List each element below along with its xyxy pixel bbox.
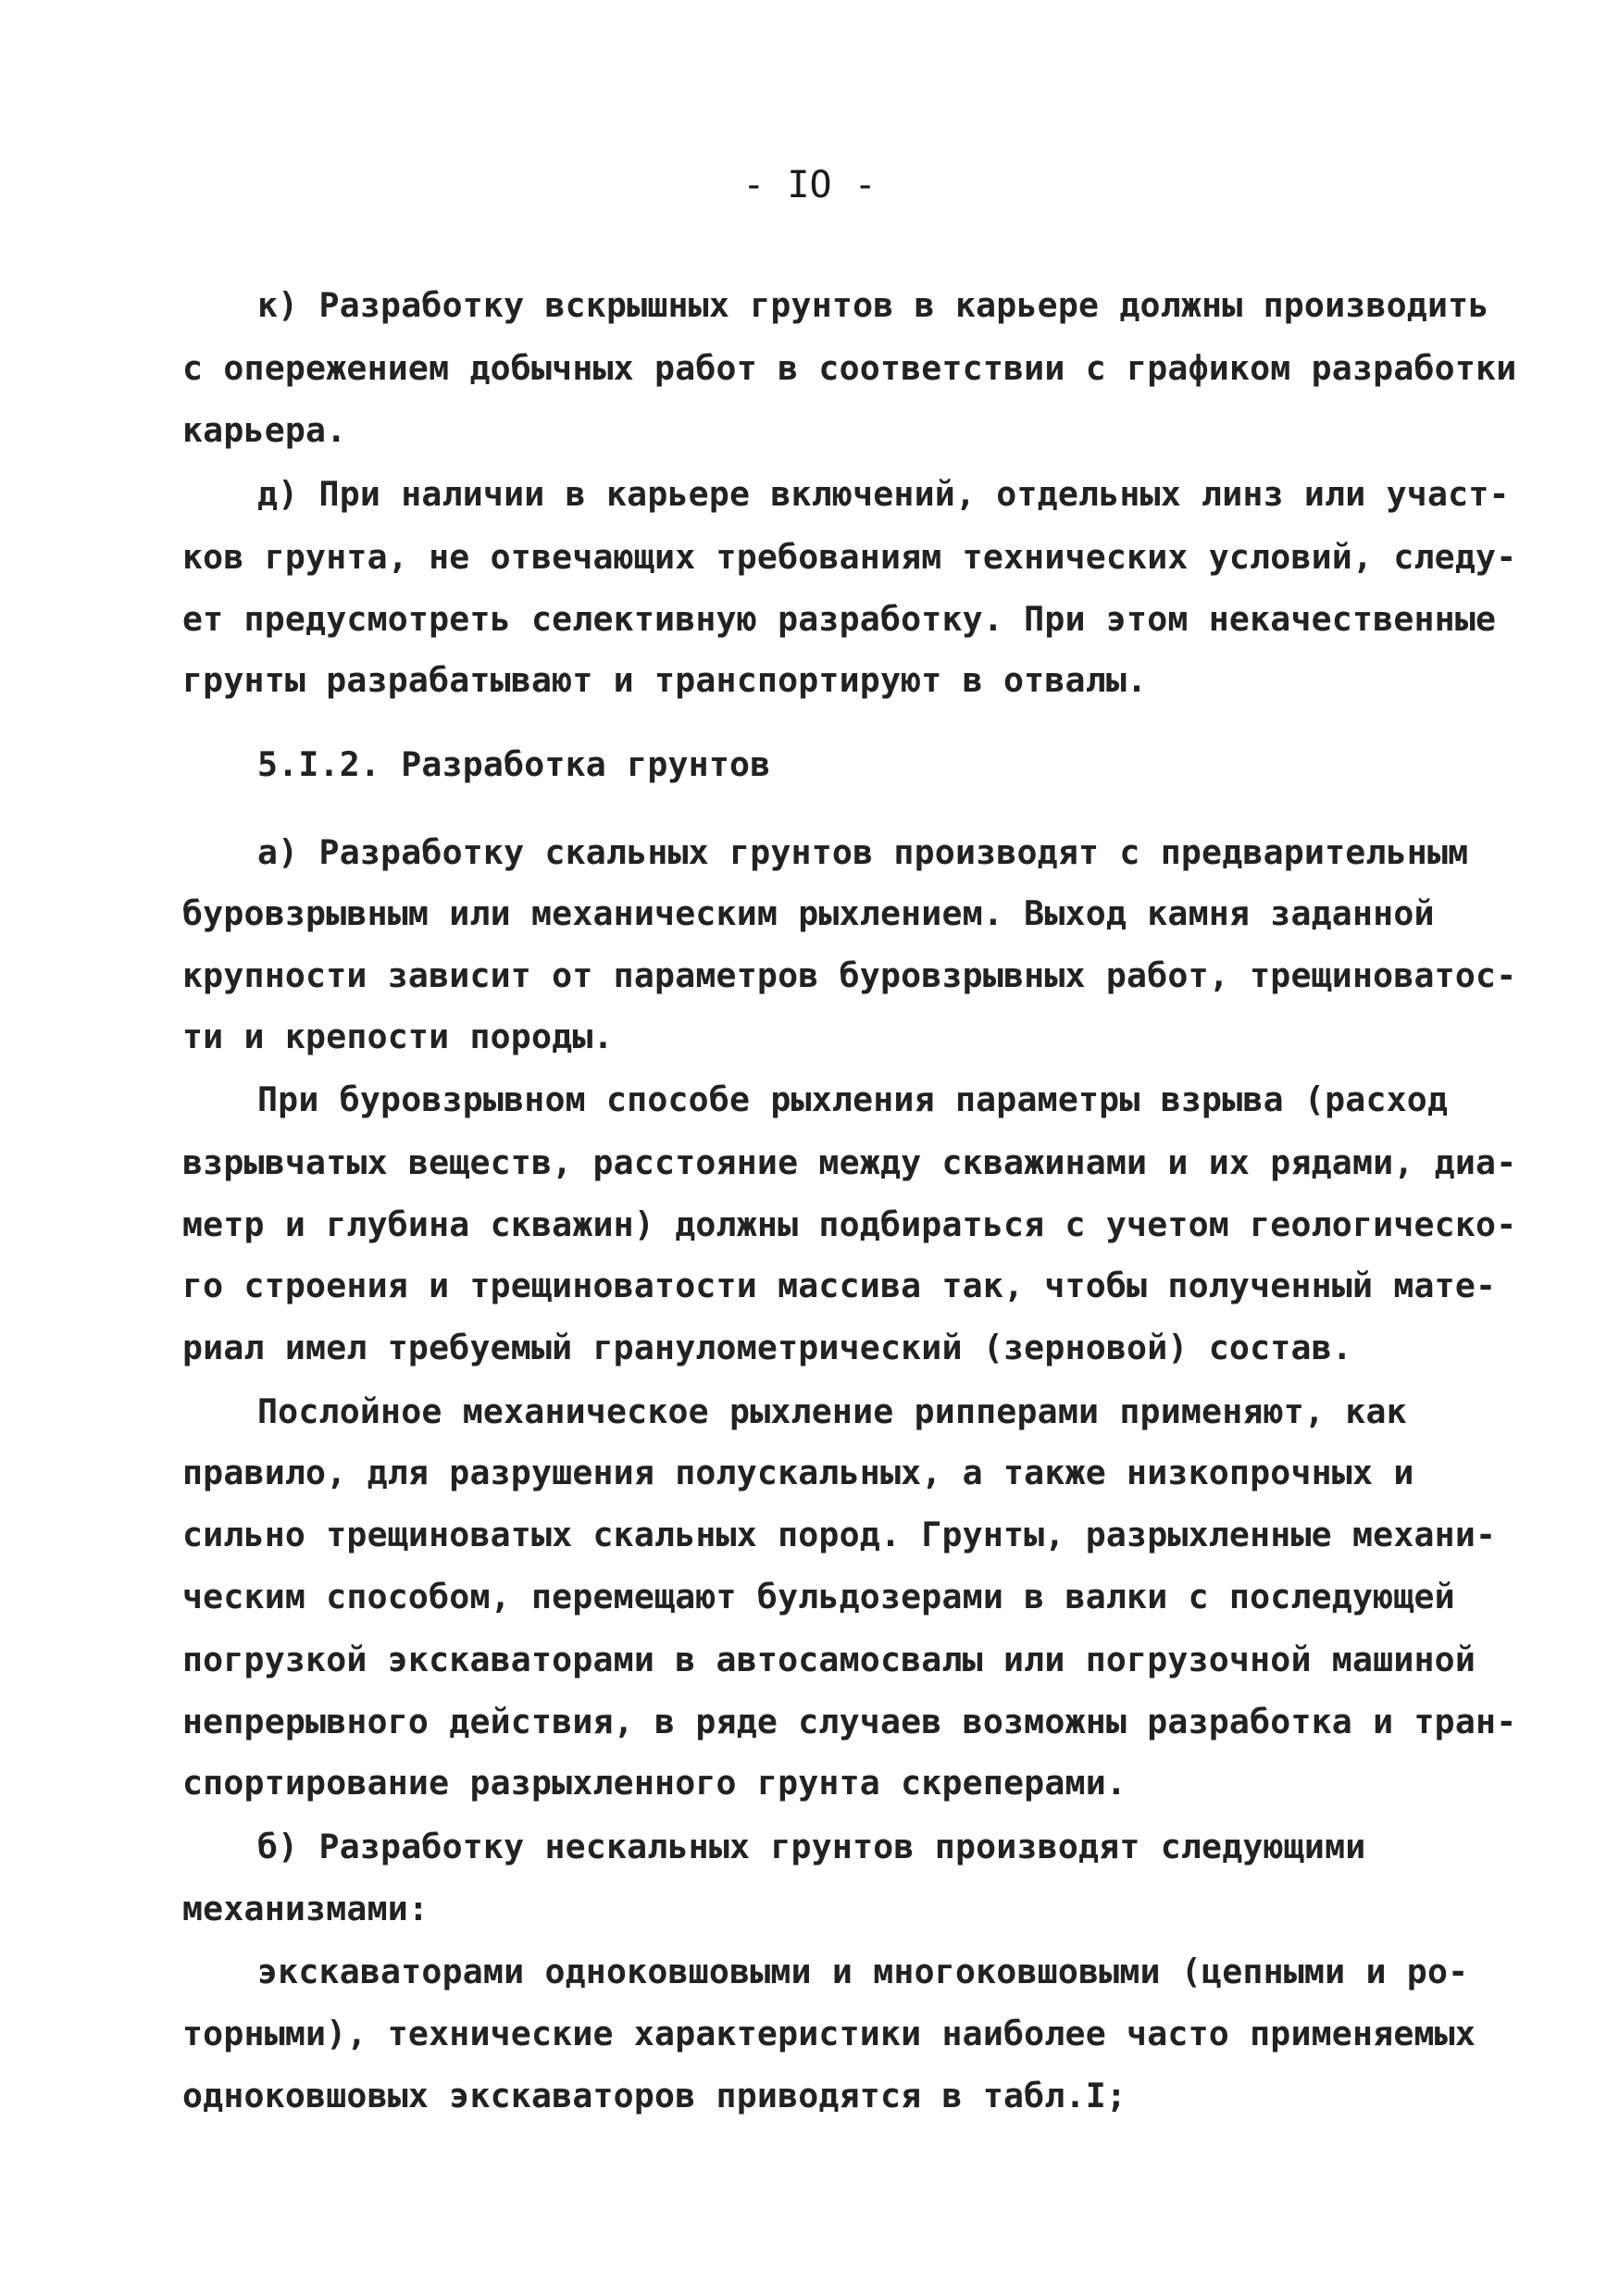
- text-line: механизмами:: [182, 1889, 430, 1928]
- text-line: го строения и трещиноватости массива так, чтобы полученный мате-: [182, 1266, 1497, 1305]
- text-line: б) Разработку нескальных грунтов производят следующими: [257, 1827, 1366, 1866]
- text-line: правило, для разрушения полускальных, а также низкопрочных и: [182, 1453, 1414, 1492]
- text-line: торными), технические характеристики наиболее часто применяемых: [182, 2014, 1476, 2053]
- text-line: непрерывного действия, в ряде случаев возможны разработка и тран-: [182, 1702, 1517, 1741]
- text-line: При буровзрывном способе рыхления параметры взрыва (расход: [257, 1079, 1449, 1119]
- text-line: грунты разрабатывают и транспортируют в отвалы.: [182, 660, 1148, 700]
- section-heading: 5.I.2. Разработка грунтов: [257, 744, 771, 784]
- text-line: одноковшовых экскаваторов приводятся в табл.I;: [182, 2076, 1127, 2115]
- text-line: с опережением добычных работ в соответствии с графиком разработки: [182, 348, 1517, 388]
- text-line: а) Разработку скальных грунтов производят с предварительным: [257, 832, 1469, 872]
- text-line: ет предусмотреть селективную разработку. При этом некачественные: [182, 599, 1497, 639]
- text-line: ти и крепости породы.: [182, 1017, 614, 1056]
- text-line: спортирование разрыхленного грунта скреперами.: [182, 1763, 1127, 1803]
- text-line: сильно трещиноватых скальных пород. Грунты, разрыхленные механи-: [182, 1515, 1497, 1554]
- text-line: экскаваторами одноковшовыми и многоковшовыми (цепными и ро-: [257, 1952, 1469, 1991]
- text-line: ков грунта, не отвечающих требованиям технических условий, следу-: [182, 537, 1517, 577]
- text-line: риал имел требуемый гранулометрический (зерновой) состав.: [182, 1328, 1352, 1367]
- text-line: буровзрывным или механическим рыхлением. Выход камня заданной: [182, 893, 1435, 933]
- page-number: - IO -: [742, 164, 877, 206]
- text-line: карьера.: [182, 410, 347, 450]
- text-line: д) При наличии в карьере включений, отдельных линз или участ-: [257, 474, 1510, 514]
- text-line: ческим способом, перемещают бульдозерами в валки с последующей: [182, 1577, 1455, 1616]
- text-line: взрывчатых веществ, расстояние между скважинами и их рядами, диа-: [182, 1142, 1517, 1182]
- text-line: к) Разработку вскрышных грунтов в карьере должны производить: [257, 285, 1489, 325]
- text-line: крупности зависит от параметров буровзрывных работ, трещиноватос-: [182, 955, 1517, 995]
- text-line: Послойное механическое рыхление рипперами применяют, как: [257, 1391, 1407, 1431]
- text-line: метр и глубина скважин) должны подбираться с учетом геологическо-: [182, 1204, 1517, 1244]
- text-line: погрузкой экскаваторами в автосамосвалы или погрузочной машиной: [182, 1640, 1476, 1679]
